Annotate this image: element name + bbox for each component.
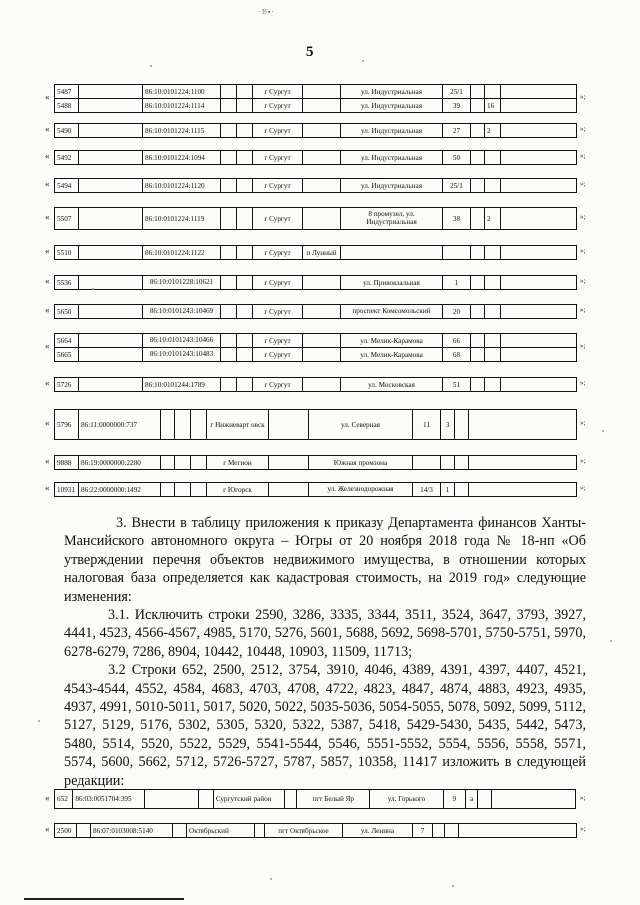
- table-row: [55, 348, 577, 362]
- table-cell: 86:10:0101224:1120: [143, 179, 221, 193]
- table-cell: [79, 334, 143, 348]
- table-cell: [471, 151, 485, 165]
- table-cell: [237, 246, 253, 260]
- table-row: [55, 378, 577, 392]
- table-cell: 51: [443, 378, 471, 392]
- table-cell: 1: [443, 276, 471, 290]
- table-cell: [237, 179, 253, 193]
- table-cell: 20: [443, 305, 471, 319]
- table-cell: 86:22:0000000:1492: [79, 483, 161, 497]
- table-cell: [221, 276, 237, 290]
- table-cell: [485, 348, 501, 362]
- scan-speck: [610, 640, 612, 642]
- table-cell: [469, 456, 577, 470]
- table-cell: ул. Мелик-Карамова: [341, 334, 443, 348]
- table-cell: [79, 179, 143, 193]
- table-cell: Октябрьский: [187, 824, 255, 838]
- table-cell: [221, 151, 237, 165]
- table-row: [55, 334, 577, 348]
- object-table: [54, 333, 577, 362]
- object-table: [54, 178, 577, 193]
- table-cell: [501, 348, 577, 362]
- table-cell: г Югорск: [207, 483, 269, 497]
- table-cell: 86:03:0051704:395: [73, 790, 144, 809]
- object-table: [54, 823, 577, 838]
- table-cell: [175, 410, 191, 440]
- table-cell: [237, 124, 253, 138]
- table-cell: [501, 124, 577, 138]
- table-cell: [161, 410, 175, 440]
- table-cell: [471, 246, 485, 260]
- table-cell: [471, 99, 485, 113]
- table-cell: [501, 334, 577, 348]
- table-cell: г Сургут: [253, 179, 303, 193]
- table-cell: [471, 179, 485, 193]
- table-cell: 86:10:0101224:1094: [143, 151, 221, 165]
- table-cell: [237, 378, 253, 392]
- table-cell: [485, 246, 501, 260]
- table-cell: [237, 99, 253, 113]
- table-cell: [161, 456, 175, 470]
- object-table: [54, 207, 577, 230]
- quote-close: »;: [580, 379, 586, 387]
- table-cell: [237, 208, 253, 230]
- table-cell: [221, 334, 237, 348]
- table-cell: [191, 410, 207, 440]
- table-cell: 5796: [55, 410, 79, 440]
- scan-speck: [362, 60, 364, 62]
- table-cell: [161, 483, 175, 497]
- table-row: [55, 456, 577, 470]
- table-cell: пгт Октябрьское: [265, 824, 343, 838]
- table-cell: Сургутский район: [213, 790, 284, 809]
- table-cell: [303, 99, 341, 113]
- table-cell: г Сургут: [253, 99, 303, 113]
- quote-open: «: [45, 124, 50, 134]
- table-cell: 86:10:0101228:10621: [143, 276, 221, 290]
- object-table: [54, 304, 577, 319]
- table-cell: [433, 824, 445, 838]
- quote-close: »;: [580, 247, 586, 255]
- quote-open: «: [45, 456, 50, 466]
- table-group: [0, 123, 640, 138]
- quote-close: »;: [580, 342, 586, 350]
- table-cell: [303, 334, 341, 348]
- table-cell: [237, 348, 253, 362]
- table-cell: 86:10:0101243:10466: [143, 334, 221, 348]
- table-cell: 5510: [55, 246, 79, 260]
- table-cell: ул. Северная: [309, 410, 413, 440]
- table-cell: [501, 246, 577, 260]
- object-table: [54, 377, 577, 392]
- table-row: [55, 305, 577, 319]
- table-cell: 2: [485, 124, 501, 138]
- object-table: [54, 275, 577, 290]
- quote-open: «: [45, 305, 50, 315]
- table-cell: [469, 483, 577, 497]
- table-cell: 86:10:0101244:1789: [143, 378, 221, 392]
- scan-speck: [270, 878, 272, 880]
- table-cell: 10931: [55, 483, 79, 497]
- table-cell: пгт Белый Яр: [297, 790, 370, 809]
- table-cell: [221, 378, 237, 392]
- table-cell: [485, 276, 501, 290]
- table-cell: 5664: [55, 334, 79, 348]
- table-cell: 5494: [55, 179, 79, 193]
- table-cell: 11: [413, 410, 441, 440]
- table-row: [55, 179, 577, 193]
- table-cell: 25/1: [443, 179, 471, 193]
- table-cell: 14/3: [413, 483, 441, 497]
- table-group: [0, 150, 640, 165]
- quote-close: »;: [580, 152, 586, 160]
- table-cell: ул. Индустриальная: [341, 99, 443, 113]
- table-cell: г Сургут: [253, 151, 303, 165]
- table-cell: [173, 824, 187, 838]
- table-cell: [471, 334, 485, 348]
- table-group: [0, 789, 640, 809]
- table-cell: 5487: [55, 85, 79, 99]
- table-cell: [237, 334, 253, 348]
- table-group: [0, 304, 640, 319]
- table-row: [55, 276, 577, 290]
- table-cell: 86:10:0101224:1119: [143, 208, 221, 230]
- table-cell: 2: [485, 208, 501, 230]
- table-cell: ул. Привокзальная: [341, 276, 443, 290]
- table-cell: ул. Индустриальная: [341, 85, 443, 99]
- table-row: [55, 483, 577, 497]
- object-table: [54, 123, 577, 138]
- table-cell: 86:07:0103008:5140: [91, 824, 173, 838]
- table-cell: [191, 456, 207, 470]
- quote-open: «: [45, 276, 50, 286]
- quote-close: »;: [580, 213, 586, 221]
- table-cell: 652: [55, 790, 73, 809]
- scan-mark: ·ℬ▪·: [258, 8, 275, 16]
- table-cell: [221, 124, 237, 138]
- table-cell: г Сургут: [253, 276, 303, 290]
- table-cell: г Нижневарт овск: [207, 410, 269, 440]
- table-cell: г Сургут: [253, 378, 303, 392]
- table-cell: [459, 824, 577, 838]
- table-cell: [341, 246, 443, 260]
- table-cell: г Сургут: [253, 348, 303, 362]
- table-cell: 50: [443, 151, 471, 165]
- table-cell: [221, 208, 237, 230]
- table-cell: ул. Горького: [370, 790, 443, 809]
- table-cell: 86:10:0101224:1114: [143, 99, 221, 113]
- table-cell: 5650: [55, 305, 79, 319]
- table-cell: 86:19:0000000:2280: [79, 456, 161, 470]
- table-cell: 9: [443, 790, 465, 809]
- table-cell: [471, 85, 485, 99]
- table-cell: 3: [441, 410, 455, 440]
- table-cell: 8 промузел, ул. Индустриальная: [341, 208, 443, 230]
- table-cell: [79, 124, 143, 138]
- bottom-rule: [24, 898, 184, 900]
- table-cell: ул. Индустриальная: [341, 151, 443, 165]
- table-cell: [269, 483, 309, 497]
- table-cell: [237, 151, 253, 165]
- table-cell: [492, 790, 576, 809]
- table-cell: [284, 790, 296, 809]
- table-row: [55, 85, 577, 99]
- table-cell: [144, 790, 199, 809]
- table-cell: [441, 456, 455, 470]
- table-cell: 66: [443, 334, 471, 348]
- table-cell: [303, 179, 341, 193]
- object-table: [54, 455, 577, 470]
- table-group: [0, 275, 640, 290]
- table-group: [0, 84, 640, 113]
- quote-open: «: [45, 246, 50, 256]
- quote-open: «: [45, 824, 50, 834]
- table-row: [55, 824, 577, 838]
- table-cell: г Сургут: [253, 334, 303, 348]
- table-cell: [221, 348, 237, 362]
- table-cell: 5492: [55, 151, 79, 165]
- table-cell: [455, 410, 469, 440]
- object-table: [54, 482, 577, 497]
- table-group: [0, 377, 640, 392]
- table-cell: [501, 151, 577, 165]
- table-cell: 7: [413, 824, 433, 838]
- table-row: [55, 208, 577, 230]
- scan-speck: [150, 65, 152, 67]
- table-cell: [501, 85, 577, 99]
- quote-close: »;: [580, 125, 586, 133]
- table-cell: [485, 378, 501, 392]
- table-cell: [485, 179, 501, 193]
- table-cell: [77, 824, 91, 838]
- table-cell: [471, 124, 485, 138]
- table-cell: [79, 348, 143, 362]
- quote-open: «: [45, 151, 50, 161]
- table-cell: [79, 378, 143, 392]
- table-group: [0, 823, 640, 838]
- table-cell: [469, 410, 577, 440]
- page-number: 5: [306, 44, 314, 60]
- table-cell: проспект Комсомольский: [341, 305, 443, 319]
- table-cell: [303, 348, 341, 362]
- quote-close: »;: [580, 93, 586, 101]
- table-cell: [79, 276, 143, 290]
- quote-open: «: [45, 92, 50, 102]
- table-cell: п Лунный: [303, 246, 341, 260]
- table-cell: ул. Ленина: [343, 824, 413, 838]
- table-cell: г Сургут: [253, 85, 303, 99]
- table-cell: 86:10:0101224:1115: [143, 124, 221, 138]
- table-cell: [221, 305, 237, 319]
- table-cell: 5665: [55, 348, 79, 362]
- table-cell: [175, 456, 191, 470]
- table-cell: [221, 85, 237, 99]
- table-cell: [471, 378, 485, 392]
- table-cell: 5726: [55, 378, 79, 392]
- table-cell: [501, 208, 577, 230]
- table-cell: 68: [443, 348, 471, 362]
- table-cell: [191, 483, 207, 497]
- quote-open: «: [45, 418, 50, 428]
- table-cell: [445, 824, 459, 838]
- table-cell: [485, 305, 501, 319]
- paragraph-3-2: 3.2 Строки 652, 2500, 2512, 3754, 3910, 4046, 4389, 4391, 4397, 4407, 4521, 4543-4544, 4552, 4584, 4683, 4703, 4708, 4722, 4823, 4847, 4874, 4883, 4923, 4935, 4937, 4991, 5010-5011, 5017, 5020, 5022, 5035-5036, 5054-5055, 5078, 5092, 5099, 5112, 5127, 5129, 5176, 5302, 5305, 5320, 5322, 5387, 5418, 5429-5430, 5435, 5442, 5473, 5480, 5514, 5520, 5522, 5529, 5541-5544, 5546, 5551-5552, 5554, 5556, 5558, 5571, 5574, 5600, 5662, 5712, 5726-5727, 5787, 5857, 10358, 11417 изложить в следующей редакции:: [64, 662, 586, 789]
- table-cell: 2500: [55, 824, 77, 838]
- table-cell: 27: [443, 124, 471, 138]
- table-cell: [478, 790, 492, 809]
- object-table: [54, 84, 577, 113]
- table-group: [0, 245, 640, 260]
- quote-close: »;: [580, 306, 586, 314]
- table-cell: [79, 151, 143, 165]
- table-cell: [303, 305, 341, 319]
- object-table: [54, 150, 577, 165]
- table-cell: [501, 179, 577, 193]
- quote-open: «: [45, 378, 50, 388]
- object-table: [54, 409, 577, 440]
- table-cell: 5536: [55, 276, 79, 290]
- table-row: [55, 99, 577, 113]
- quote-open: «: [45, 341, 50, 351]
- table-cell: [303, 151, 341, 165]
- table-cell: Южная промзона: [309, 456, 413, 470]
- quote-close: »;: [580, 419, 586, 427]
- table-cell: [303, 208, 341, 230]
- table-cell: [501, 99, 577, 113]
- table-cell: [485, 85, 501, 99]
- table-cell: [303, 276, 341, 290]
- table-cell: 25/1: [443, 85, 471, 99]
- quote-close: »;: [580, 180, 586, 188]
- table-cell: 1: [441, 483, 455, 497]
- table-cell: 9888: [55, 456, 79, 470]
- quote-close: »;: [580, 484, 586, 492]
- table-cell: 38: [443, 208, 471, 230]
- table-cell: ул. Московская: [341, 378, 443, 392]
- object-table: [54, 789, 576, 809]
- table-cell: [303, 378, 341, 392]
- table-cell: а: [466, 790, 478, 809]
- table-cell: [237, 305, 253, 319]
- table-cell: 5488: [55, 99, 79, 113]
- table-cell: г Сургут: [253, 208, 303, 230]
- table-row: [55, 151, 577, 165]
- table-cell: 86:10:0101243:10483: [143, 348, 221, 362]
- table-cell: [221, 246, 237, 260]
- table-cell: ул. Мелик-Карамова: [341, 348, 443, 362]
- table-row: [55, 790, 576, 809]
- table-cell: [471, 305, 485, 319]
- table-cell: [443, 246, 471, 260]
- scan-speck: [602, 430, 604, 432]
- table-cell: [79, 208, 143, 230]
- object-table: [54, 245, 577, 260]
- quote-close: »;: [580, 825, 586, 833]
- scan-speck: [452, 885, 454, 887]
- table-group: [0, 482, 640, 497]
- table-row: [55, 246, 577, 260]
- table-cell: [237, 276, 253, 290]
- table-cell: [175, 483, 191, 497]
- quote-close: »;: [580, 277, 586, 285]
- table-cell: [455, 456, 469, 470]
- quote-open: «: [45, 212, 50, 222]
- table-cell: [79, 85, 143, 99]
- table-cell: г Сургут: [253, 124, 303, 138]
- paragraph-3: 3. Внести в таблицу приложения к приказу Департамента финансов Ханты-Мансийского автономного округа – Югры от 20 ноября 2018 года № 18-нп «Об утверждении перечня объектов недвижимого имущества, в отношении которых налоговая база определяется как кадастровая стоимость, на 2019 год» следующие изменения:: [64, 515, 586, 605]
- quote-open: «: [45, 483, 50, 493]
- table-cell: 39: [443, 99, 471, 113]
- table-cell: [501, 305, 577, 319]
- quote-close: »;: [580, 793, 586, 802]
- table-group: [0, 455, 640, 470]
- table-cell: 86:10:0101224:1100: [143, 85, 221, 99]
- quote-open: «: [45, 179, 50, 189]
- table-cell: 86:10:0101243:10469: [143, 305, 221, 319]
- table-cell: 5507: [55, 208, 79, 230]
- table-group: [0, 207, 640, 230]
- table-cell: [501, 276, 577, 290]
- table-cell: 16: [485, 99, 501, 113]
- table-cell: 86:10:0101224:1122: [143, 246, 221, 260]
- table-cell: [485, 151, 501, 165]
- table-cell: [79, 99, 143, 113]
- table-row: [55, 410, 577, 440]
- table-cell: [485, 334, 501, 348]
- scan-speck: [92, 288, 94, 290]
- table-cell: [471, 276, 485, 290]
- table-cell: [471, 208, 485, 230]
- table-cell: [269, 456, 309, 470]
- table-cell: [501, 378, 577, 392]
- table-cell: [237, 85, 253, 99]
- table-cell: [269, 410, 309, 440]
- paragraph-3-1: 3.1. Исключить строки 2590, 3286, 3335, 3344, 3511, 3524, 3647, 3793, 3927, 4441, 4523, 4566-4567, 4985, 5170, 5276, 5601, 5688, 5692, 5698-5701, 5750-5751, 5970, 6278-6279, 7286, 8904, 10442, 10448, 10903, 11509, 11713;: [64, 607, 586, 660]
- table-row: [55, 124, 577, 138]
- table-cell: [79, 305, 143, 319]
- table-cell: г Сургут: [253, 305, 303, 319]
- table-cell: [255, 824, 265, 838]
- table-group: [0, 409, 640, 440]
- table-cell: [199, 790, 213, 809]
- table-cell: г Сургут: [253, 246, 303, 260]
- table-cell: [303, 124, 341, 138]
- table-cell: 86:11:0000000:737: [79, 410, 161, 440]
- body-text: [64, 514, 586, 790]
- quote-close: »;: [580, 457, 586, 465]
- table-group: [0, 333, 640, 362]
- scan-speck: [38, 720, 40, 722]
- table-cell: [455, 483, 469, 497]
- table-cell: ул. Индустриальная: [341, 179, 443, 193]
- table-cell: г Мегион: [207, 456, 269, 470]
- table-group: [0, 178, 640, 193]
- table-cell: [303, 85, 341, 99]
- table-cell: ул. Индустриальная: [341, 124, 443, 138]
- table-cell: ул. Железнодорожная: [309, 483, 413, 497]
- table-cell: [79, 246, 143, 260]
- quote-open: «: [45, 792, 50, 803]
- table-cell: [471, 348, 485, 362]
- table-cell: [413, 456, 441, 470]
- table-cell: [221, 99, 237, 113]
- table-cell: [221, 179, 237, 193]
- table-cell: 5490: [55, 124, 79, 138]
